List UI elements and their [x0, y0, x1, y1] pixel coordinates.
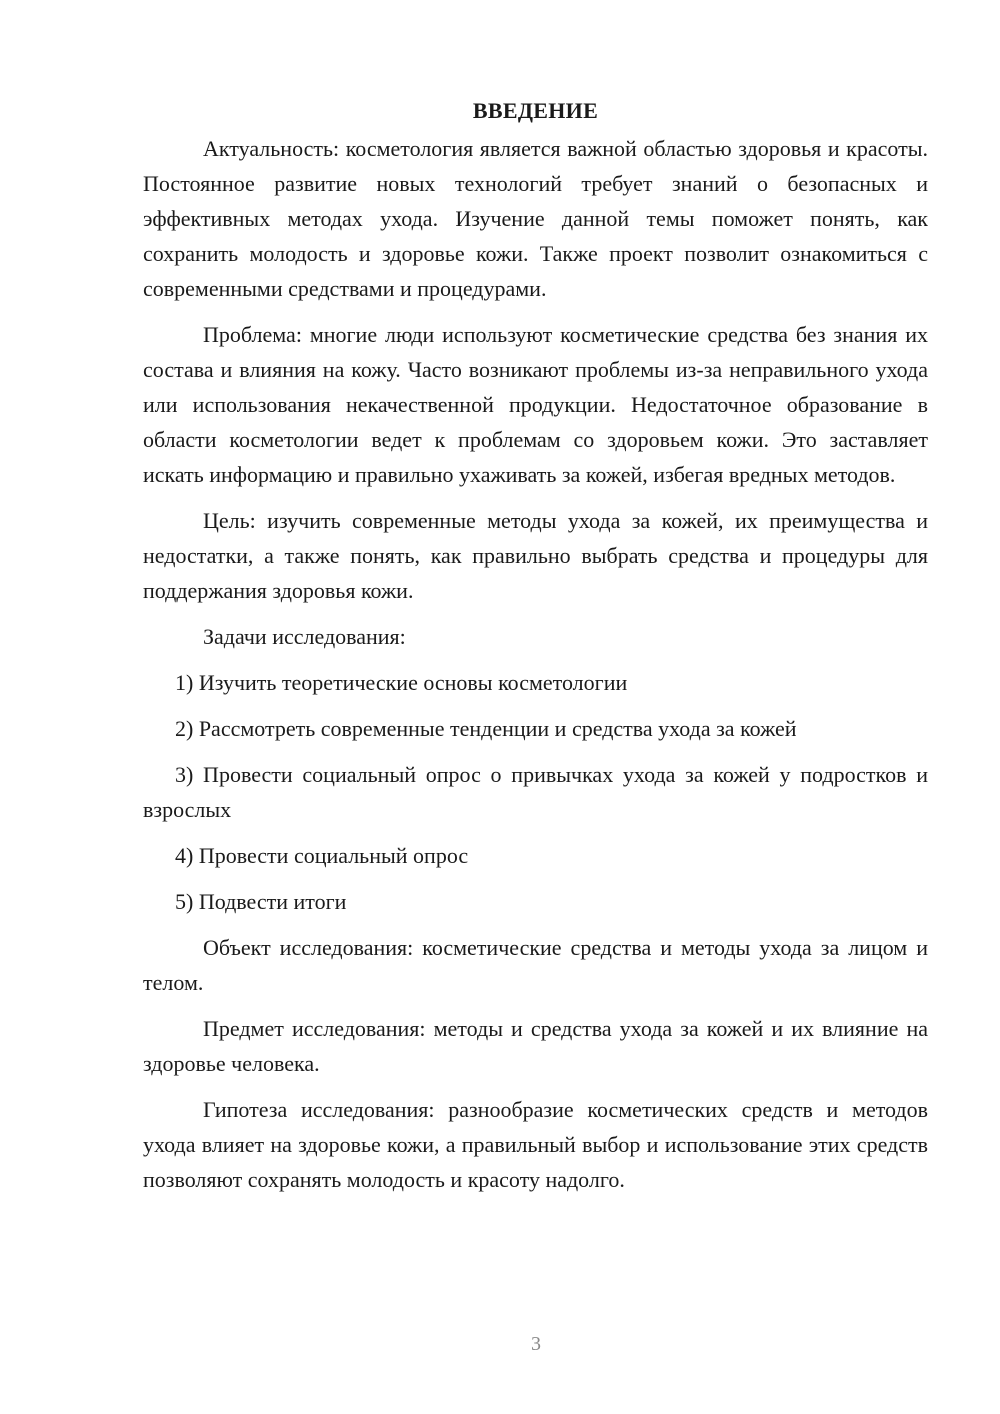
page-number: 3 [531, 1333, 541, 1355]
paragraph-goal: Цель: изучить современные методы ухода за кожей, их преимущества и недостатки, а также понять, как правильно выбрать средства и процедуры для поддержания здоровья кожи. [143, 508, 928, 603]
task-item-5: 5) Подвести итоги [175, 889, 347, 914]
paragraph-problem: Проблема: многие люди используют косметические средства без знания их состава и влияния на кожу. Часто возникают проблемы из-за неправильного ухода или использования некачественной продукции. Недостаточное образование в области косметологии ведет к проблемам со здоровьем кожи. Это заставляет искать информацию и правильно ухаживать за кожей, избегая вредных методов. [143, 322, 928, 487]
paragraph-hypothesis: Гипотеза исследования: разнообразие косметических средств и методов ухода влияет на здоровье кожи, а правильный выбор и использование этих средств позволяют сохранять молодость и красоту надолго. [143, 1097, 928, 1192]
paragraph-subject: Предмет исследования: методы и средства ухода за кожей и их влияние на здоровье человека. [143, 1016, 928, 1076]
task-item-1: 1) Изучить теоретические основы косметологии [175, 670, 628, 695]
task-item-2: 2) Рассмотреть современные тенденции и средства ухода за кожей [175, 716, 797, 741]
document-body [143, 93, 928, 1208]
paragraph-relevance: Актуальность: косметология является важной областью здоровья и красоты. Постоянное развитие новых технологий требует знаний о безопасных и эффективных методах ухода. Изучение данной темы поможет понять, как сохранить молодость и здоровье кожи. Также проект позволит ознакомиться с современными средствами и процедурами. [143, 136, 928, 301]
tasks-heading: Задачи исследования: [203, 624, 406, 649]
task-item-4: 4) Провести социальный опрос [175, 843, 469, 868]
paragraph-object: Объект исследования: косметические средства и методы ухода за лицом и телом. [143, 935, 928, 995]
task-item-3: 3) Провести социальный опрос о привычках ухода за кожей у подростков и взрослых [143, 762, 928, 822]
section-title: ВВЕДЕНИЕ [472, 98, 599, 123]
